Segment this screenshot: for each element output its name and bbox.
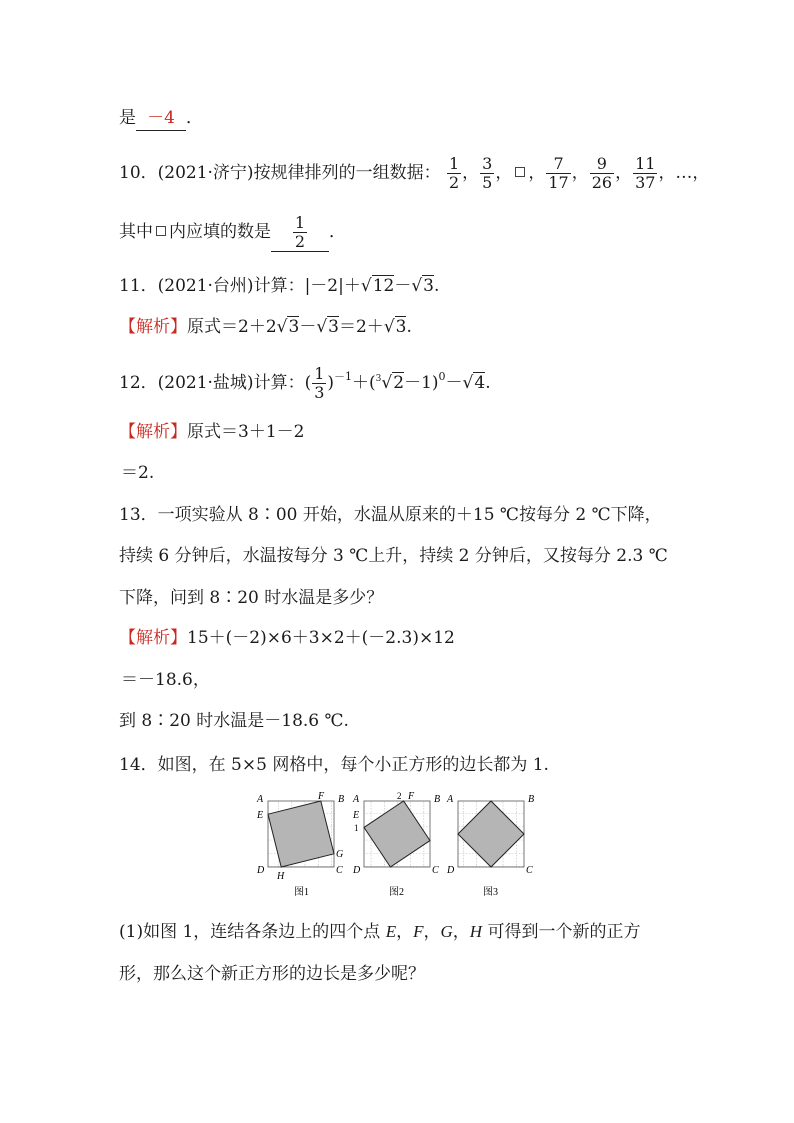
grid-number-label: 1	[354, 823, 359, 833]
solution-tag: 【解析】	[119, 422, 187, 442]
text: ．	[186, 108, 203, 128]
point-label-c: C	[432, 865, 439, 876]
point-name: E	[385, 922, 397, 941]
point-label-h: H	[277, 871, 285, 882]
figure-2	[352, 791, 440, 898]
text: 可得到一个新的正方	[487, 922, 641, 942]
point-label-e: E	[257, 810, 264, 821]
radicand: 4	[474, 373, 486, 393]
fraction	[546, 155, 570, 192]
question-12-solution-result: ＝2.	[121, 463, 155, 483]
radicand: 3	[423, 276, 434, 296]
exponent: －1	[334, 370, 353, 383]
question-12-stem: 12．(2021·盐城)计算：(	[119, 373, 312, 393]
fraction	[480, 155, 494, 192]
fraction	[633, 155, 657, 192]
question-10-stem: 10．(2021·济宁)按规律排列的一组数据：	[119, 163, 441, 183]
numerator: 9	[596, 154, 607, 173]
point-label-b: B	[338, 794, 345, 805]
point-label-a: A	[353, 794, 360, 805]
numerator: 3	[482, 154, 493, 173]
numerator: 1	[294, 213, 306, 232]
point-label-a: A	[447, 794, 454, 805]
text: 内应填的数是	[169, 222, 271, 242]
solution-tag: 【解析】	[119, 317, 187, 337]
point-label-b: B	[528, 794, 535, 805]
point-label-d: D	[447, 865, 455, 876]
answer-blank: －4	[136, 106, 186, 131]
question-13-conclusion: 到 8∶20 时水温是－18.6 ℃.	[119, 711, 349, 731]
blank-box-icon	[156, 226, 166, 236]
question-12: 12．(2021·盐城)计算：( $\frac{1}{3}$ )$^{-1}+(^3√2-1)^0-√4$.	[119, 364, 491, 402]
question-13-line-3: 下降，问到 8∶20 时水温是多少？	[119, 588, 384, 608]
sqrt-expression: √3	[411, 276, 434, 296]
text: .	[406, 317, 412, 337]
numerator: 11	[635, 154, 656, 173]
sqrt-expression: √4	[462, 373, 486, 393]
text: ，…，	[658, 163, 710, 183]
question-14-part-1-line-2: 形，那么这个新正方形的边长是多少呢？	[119, 964, 425, 984]
point-label-a: A	[257, 794, 264, 805]
text: －1)	[404, 373, 439, 393]
question-13-solution	[119, 626, 455, 650]
question-10: 10．(2021·济宁)按规律排列的一组数据： $\frac{1}{2}$ ， $\frac{3}{5}$ ， ， $\frac{7}{17}$ ， $\frac{9}{26}$ ， $\frac{11}{37}$ ，…，	[119, 154, 710, 192]
radicand: 12	[372, 276, 395, 296]
radicand: 3	[328, 317, 339, 337]
denominator: 26	[591, 173, 613, 192]
grid-figures	[252, 787, 552, 901]
point-label-f: F	[408, 791, 415, 802]
point-label-f: F	[318, 791, 325, 802]
question-13-line-1: 13．一项实验从 8∶00 开始，水温从原来的＋15 ℃按每分 2 ℃下降，	[119, 505, 662, 525]
answer-line-q9	[119, 106, 203, 131]
question-14: 14．如图，在 5×5 网格中，每个小正方形的边长都为 1.	[119, 755, 549, 775]
text: －	[445, 373, 463, 393]
text: .	[485, 373, 491, 393]
radicand: 2	[393, 373, 405, 393]
numerator: 7	[553, 154, 564, 173]
radicand: 3	[288, 317, 300, 337]
radicand: 3	[395, 317, 407, 337]
question-10-answer	[119, 214, 346, 252]
figure-1	[256, 791, 344, 898]
grid-figures-svg	[252, 787, 552, 901]
question-11-stem: 11．(2021·台州)计算：|－2|＋	[119, 276, 361, 296]
text: 原式＝3＋1－2	[187, 422, 305, 442]
text: 是	[119, 108, 136, 128]
text: 原式＝2＋2	[187, 317, 277, 337]
text: (1)如图 1，连结各条边上的四个点	[119, 922, 381, 942]
text: ．	[329, 222, 346, 242]
text: 其中	[119, 222, 153, 242]
sqrt-expression: √3	[316, 317, 339, 337]
text: ＋(	[352, 373, 376, 393]
point-label-e: E	[353, 810, 360, 821]
fraction	[447, 155, 461, 192]
denominator: 17	[548, 173, 569, 192]
figure-3	[446, 794, 534, 898]
grid-number-label: 2	[397, 791, 402, 801]
point-name: G	[440, 922, 453, 941]
root-index: 3	[375, 374, 382, 384]
point-name: F	[413, 922, 424, 941]
sqrt-expression: √3	[276, 317, 300, 337]
fraction	[312, 365, 326, 402]
question-13-line-2: 持续 6 分钟后，水温按每分 3 ℃上升，持续 2 分钟后，又按每分 2.3 ℃	[119, 546, 668, 566]
point-label-c: C	[526, 865, 533, 876]
cube-root-expression: $^3$√2	[375, 373, 405, 393]
figure-3-caption: 图3	[483, 887, 498, 898]
denominator: 37	[635, 173, 656, 192]
question-11	[119, 274, 439, 298]
point-label-d: D	[257, 865, 265, 876]
answer-blank	[271, 214, 329, 252]
point-label-d: D	[353, 865, 361, 876]
text: －	[394, 276, 412, 296]
denominator: 5	[482, 173, 493, 192]
solution-tag: 【解析】	[119, 628, 187, 648]
denominator: 3	[314, 383, 325, 402]
question-12-solution	[119, 420, 304, 444]
point-label-c: C	[336, 865, 343, 876]
numerator: 1	[314, 364, 325, 383]
text: .	[434, 276, 440, 296]
figure-2-caption: 图2	[389, 887, 404, 898]
sqrt-expression: √3	[383, 317, 407, 337]
question-11-solution	[119, 315, 412, 339]
text: 15＋(－2)×6＋3×2＋(－2.3)×12	[187, 628, 455, 648]
figure-1-caption: 图1	[294, 887, 309, 898]
sqrt-expression: √12	[360, 276, 395, 296]
point-label-b: B	[434, 794, 441, 805]
point-label-g: G	[336, 849, 344, 860]
exponent: 0	[438, 370, 446, 383]
denominator: 2	[448, 173, 460, 192]
text: ＝2＋	[338, 317, 384, 337]
blank-box-icon	[515, 167, 525, 177]
fraction	[590, 155, 614, 192]
point-name: H	[469, 922, 483, 941]
text: －	[299, 317, 317, 337]
question-14-part-1-line-1: (1)如图 1，连结各条边上的四个点 E，F，G，H 可得到一个新的正方	[119, 922, 641, 942]
denominator: 2	[294, 232, 306, 251]
numerator: 1	[448, 154, 460, 173]
question-13-solution-result: ＝－18.6，	[121, 670, 210, 690]
